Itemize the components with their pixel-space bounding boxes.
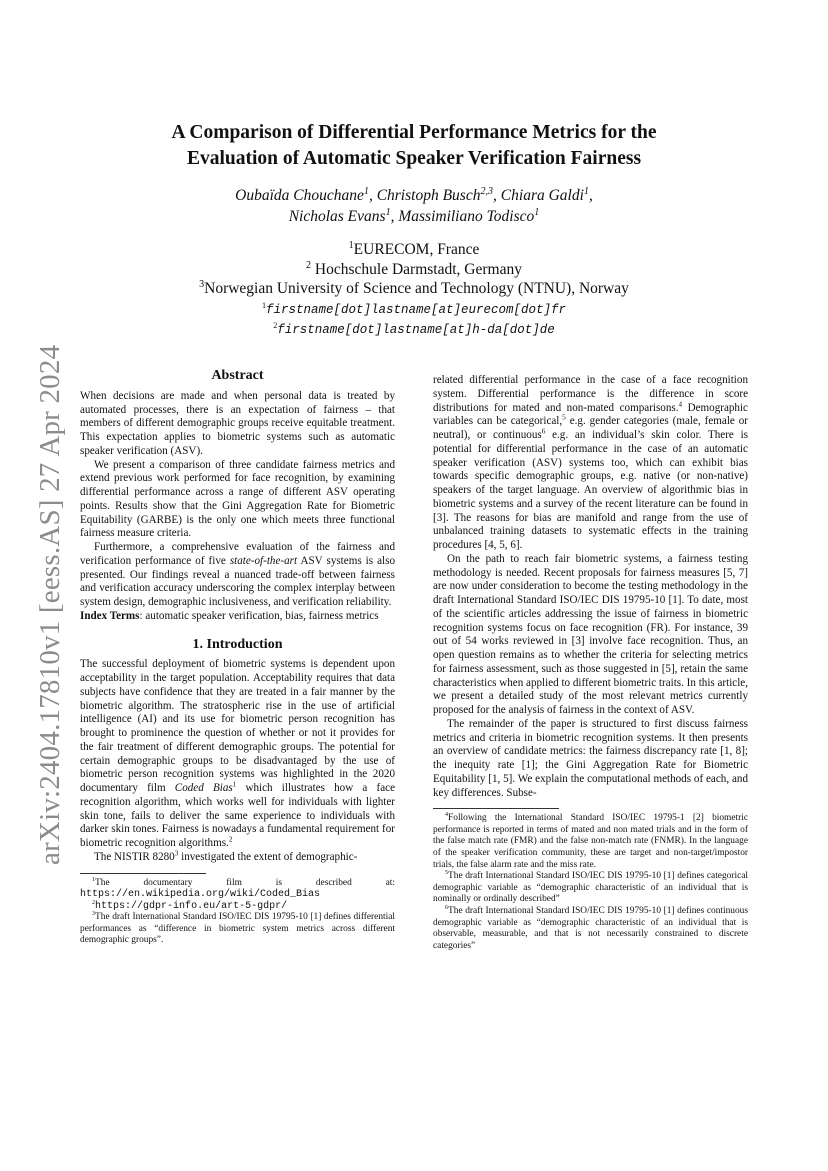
author-separator: ,	[493, 187, 501, 204]
footnote-ref: 4	[678, 399, 683, 408]
abstract-paragraph	[80, 541, 395, 610]
section-heading: 1. Introduction	[192, 636, 283, 652]
body-paragraph: The remainder of the paper is structured to first discuss fairness metrics and criteria in biometric recognition systems. It then presents an overview of candidate metrics: the fairness discrepancy rate [1, 8]; the inequity rate [1]; the Gini Aggregation Rate for Biometric Equitability [1, 5]. We explain the computational methods of each, and key differences. Subse-	[433, 717, 748, 799]
footnote	[80, 912, 395, 947]
footnote-link[interactable]: https://gdpr-info.eu/art-5-gdpr/	[95, 900, 288, 912]
text-run: e.g. gender categories (male, female or neutral), or continuous	[433, 415, 748, 441]
emphasis: Coded Bias	[174, 782, 233, 794]
footnote-text: The draft International Standard ISO/IEC DIS 19795-10 [1] defines differential performances as “difference in biometric system metrics across different demographic groups”.	[80, 912, 395, 946]
footnote-ref: 2	[228, 835, 233, 844]
abstract-heading: Abstract	[211, 368, 264, 383]
author-affil-sup: 2,3	[480, 185, 494, 197]
footnote	[80, 901, 395, 913]
footnote-text: Following the International Standard ISO/IEC 19795-1 [2] biometric performance is reported in terms of mated and non mated trials and in the form of the false match rate (FMR) and the false non-match rate (FNMR). In the language of the speaker verification community, these are target and non-target/impostor trials, the false alarm rate and the miss rate.	[433, 813, 748, 870]
title-line-2: Evaluation of Automatic Speaker Verification Fairness	[186, 148, 642, 169]
footnote-ref: 5	[562, 413, 566, 422]
text-run: e.g. an individual’s skin color. There is potential for differential performance in the case of an automatic speaker verification (ASV) systems too, which can exhibit bias towards specific demographic groups, e.g. native (or non-native) speakers of the target language. An overview of algorithmic bias in biometric systems and a survey of the recent literature can be found in [3]. The reasons for bias are manifold and range from the use of unbalanced training datasets to systematic effects in the training procedures [4, 5, 6].	[433, 429, 748, 551]
affil-sup: 2	[306, 259, 312, 271]
title-line-1: A Comparison of Differential Performance Metrics for the	[171, 122, 657, 143]
text-run: investigated the extent of demographic-	[178, 850, 358, 863]
email-sup: 2	[273, 320, 278, 330]
footnote-number: 2	[92, 899, 96, 906]
body-paragraph	[433, 374, 748, 553]
author-name: Chiara Galdi	[500, 187, 584, 204]
text-run: The successful deployment of biometric systems is dependent upon acceptability in the target population. Acceptability requires that data subjects have confidence that they are treated in a fair manner by the biometric algorithm. The stratospheric rise in the use of artificial intelligence (AI) and its use for biometric person recognition has brought to prominence the question of whether or not it provides for the fair treatment of different demographic groups. The potential for certain demographic groups to be disadvantaged by the use of biometric person recognition systems was highlighted in the 2020 documentary film	[80, 658, 395, 794]
author-name: Oubaïda Chouchane	[235, 187, 364, 204]
author-list	[100, 185, 728, 227]
abstract-paragraph: When decisions are made and when personal data is treated by automated processes, there is an expectation of fairness – that members of different demographic groups receive equitable treatment. This expectation applies to biometric systems such as automatic speaker verification (ASV).	[80, 389, 395, 457]
footnote-ref: 6	[541, 427, 546, 436]
email-text: firstname[dot]lastname[at]h-da[dot]de	[277, 323, 555, 337]
affiliation-1	[100, 240, 728, 260]
footnote-ref: 1	[232, 780, 237, 789]
footnote-text: The documentary film is described at:	[95, 877, 395, 888]
body-paragraph	[80, 658, 395, 851]
footnote	[433, 813, 748, 871]
affiliation-3	[100, 279, 728, 299]
footnote-link[interactable]: https://en.wikipedia.org/wiki/Coded_Bias	[80, 889, 321, 901]
text-run: which illustrates how a face recognition algorithm, which works well for individuals with lighter skin tone, fails to deliver the same experience to individuals with darker skin tones. Fairness is nowadays a fundamental requirement for biometric recognition algorithms.	[80, 782, 396, 849]
footnote-number: 6	[445, 904, 449, 911]
footnote-number: 3	[92, 911, 96, 918]
affil-sup: 3	[199, 278, 205, 290]
footnote-number: 1	[92, 876, 96, 883]
affil-text: EURECOM, France	[353, 241, 480, 258]
right-column	[433, 374, 748, 952]
arxiv-stamp: arXiv:2404.17810v1 [eess.AS] 27 Apr 2024	[34, 344, 66, 865]
email-list	[100, 300, 728, 340]
author-affil-sup: 1	[385, 206, 391, 218]
author-name: Christoph Busch	[376, 187, 481, 204]
footnote-number: 4	[445, 812, 449, 819]
author-name: Massimiliano Todisco	[398, 208, 535, 225]
index-terms-label: Index Terms	[80, 609, 140, 622]
text-run: related differential performance in the case of a face recognition system. Differential performance is the difference in score distributions for mated and non-mated comparisons.	[433, 374, 748, 414]
body-paragraph: On the path to reach fair biometric systems, a fairness testing methodology is needed. Recent proposals for fairness measures [5, 7] are now under consideration to become the testing methodology in the draft International Standard ISO/IEC DIS 19795-10 [1]. To date, most of the scientific articles addressing the issue of fairness in biometric recognition systems focus on face recognition (FR). For instance, 39 out of 54 works reviewed in [3] involve face recognition. Thus, an open question remains as to whether the criteria for selecting metrics for fairness assessment, such as those suggested in [5], retain the same characteristics when applied to different biometric traits. In this article, we present a detailed study of the most relevant metrics currently proposed for the analysis of fairness in the context of ASV.	[433, 552, 748, 716]
left-column	[80, 369, 395, 947]
footnote-rule	[433, 808, 559, 809]
footnote-number: 5	[445, 870, 449, 877]
email-text: firstname[dot]lastname[at]eurecom[dot]fr	[266, 303, 567, 317]
footnote-text: The draft International Standard ISO/IEC DIS 19795-10 [1] defines categorical demographic variable as “demographic characteristic of an individual that is nominally or ordinally described”	[433, 871, 748, 905]
index-terms	[80, 610, 395, 624]
text-run: ASV systems is also presented. Our findings reveal a nuanced trade-off between fairness and verification accuracy underscoring the complex interplay between system design, demographic inclusiveness, and verification reliability.	[80, 554, 395, 608]
paper-title	[100, 120, 728, 172]
author-affil-sup: 1	[534, 206, 540, 218]
affil-text: Norwegian University of Science and Technology (NTNU), Norway	[204, 280, 629, 297]
author-name: Nicholas Evans	[288, 208, 386, 225]
affiliation-2	[100, 260, 728, 280]
affiliations	[100, 240, 728, 299]
author-separator: ,	[368, 187, 377, 204]
abstract-paragraph: We present a comparison of three candidate fairness metrics and extend previous work performed for face recognition, by examining differential performance across a range of different ASV operating points. Results show that the Gini Aggregation Rate for Biometric Equitability (GARBE) is the only one which meets three functional fairness measure criteria.	[80, 458, 395, 540]
email-2	[100, 320, 728, 340]
emphasis: state-of-the-art	[229, 554, 298, 567]
text-run: Furthermore, a comprehensive evaluation of the fairness and verification performance of five	[80, 541, 395, 567]
author-affil-sup: 1	[363, 185, 369, 197]
author-separator: ,	[588, 187, 593, 204]
footnote	[80, 878, 395, 901]
text-run: The NISTIR 8280	[94, 850, 175, 863]
author-separator: ,	[390, 208, 399, 225]
affil-sup: 1	[348, 239, 354, 251]
footnote	[433, 906, 748, 952]
footnote-text: The draft International Standard ISO/IEC DIS 19795-10 [1] defines continuous demographic variable as “demographic characteristic of an individual that is observable, measurable, and that is not necessarily constrained to discrete categories”	[433, 906, 748, 951]
footnote-ref: 3	[174, 849, 179, 858]
footnote	[433, 871, 748, 906]
email-sup: 1	[261, 300, 266, 310]
text-run: Demographic variables can be categorical,	[433, 401, 748, 428]
email-1	[100, 300, 728, 320]
author-affil-sup: 1	[583, 185, 589, 197]
index-terms-text: : automatic speaker verification, bias, fairness metrics	[139, 609, 379, 622]
footnote-rule	[80, 873, 206, 874]
body-paragraph	[80, 851, 395, 865]
affil-text: Hochschule Darmstadt, Germany	[311, 260, 522, 278]
